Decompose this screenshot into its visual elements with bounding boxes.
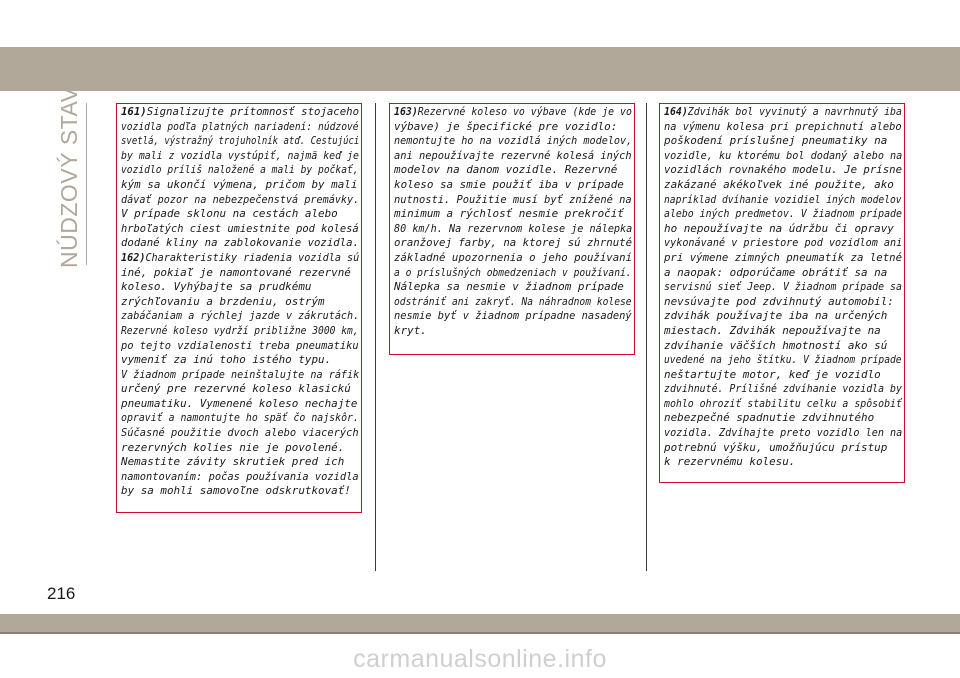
warning-line [394,324,632,339]
warning-line [394,207,632,222]
warning-text: zdvihnuté. Prílišné zdvíhanie vozidla by [664,382,902,396]
warning-text: mohlo ohroziť stabilitu celku a spôsobiť [664,396,902,410]
warning-text: koleso sa smie použiť iba v prípade [394,177,624,191]
warning-text: svetlá, výstražný trojuholník atď. Cestujúci [121,134,360,148]
warning-text: nutnosti. Použitie musí byť znížené na [394,192,632,206]
warning-text: Nemastite závity skrutiek pred ich [121,455,345,469]
warning-line [664,105,902,120]
warning-line [664,339,902,354]
warning-text: modelov na danom vozidle. Rezervné [394,163,618,177]
warning-line [394,250,633,266]
warning-line [121,367,360,383]
warning-text: pneumatiku. Vymenené koleso nechajte [121,396,358,410]
warning-line [121,469,359,485]
warning-line [394,105,632,120]
warning-box-2 [389,103,635,355]
warning-number: 163) [394,105,418,118]
warning-line [394,163,632,178]
warning-text: V prípade sklonu na cestách alebo [121,207,338,221]
warning-text: Signalizujte prítomnosť stojaceho [146,105,360,118]
warning-text: kým sa ukončí výmena, pričom by mali [121,177,358,191]
warning-line [121,441,359,456]
warning-text: určený pre rezervné koleso klasickú [121,382,351,396]
warning-line [664,324,902,339]
warning-text: pri výmene zimných pneumatík za letné [664,250,903,264]
warning-line [664,441,902,456]
warning-text: nebezpečné spadnutie zdvihnutého [664,411,875,425]
warning-text: neštartujte motor, keď je vozidlo [664,367,881,381]
warning-line [121,236,360,251]
warning-line [121,295,359,310]
warning-text: Zdvihák bol vyvinutý a navrhnutý iba [687,105,902,118]
warning-box-3 [659,103,905,483]
warning-line [664,148,903,164]
warning-text: by sa mohli samovoľne odskrutkovať! [121,484,351,498]
warning-line [121,484,359,499]
warning-text: uvedené na jeho štítku. V žiadnom prípade [664,353,902,367]
warning-text: poškodení príslušnej pneumatiky na [664,134,888,148]
warning-text: nemontujte ho na vozidlá iných modelov, [394,134,633,148]
warning-line [664,192,902,208]
warning-text: koleso. Vyhýbajte sa prudkému [121,280,312,294]
warning-line [664,236,903,251]
warning-line [394,120,632,135]
warning-line [664,411,902,426]
warning-line [121,207,359,222]
warning-text: miestach. Zdvihák nepoužívajte na [664,323,881,337]
warning-line [121,411,359,426]
warning-line [394,192,632,208]
warning-text: dodané kliny na zablokovanie vozidla. [121,236,360,250]
warning-text: základné upozornenia o jeho používaní [394,250,633,264]
footer-rule [0,632,960,634]
warning-line [664,250,903,266]
warning-line [664,368,902,383]
warning-text: a naopak: odporúčame obrátiť sa na [664,265,888,279]
warning-number: 161) [121,105,147,118]
warning-line [664,295,902,310]
warning-text: Rezervné koleso vydrží približne 3000 km, [121,323,359,337]
warning-line [121,397,359,412]
warning-line [664,353,902,368]
warning-text: kryt. [394,323,427,337]
warning-text: alebo iných predmetov. V žiadnom prípade [664,207,902,221]
warning-line [121,163,359,178]
warning-text: dávať pozor na nebezpečenstvá premávky. [121,192,360,206]
warning-text: Charakteristiky riadenia vozidla sú [145,250,360,264]
warning-line [394,134,633,149]
warning-line [121,134,360,149]
warning-text: zdvíhanie väčších hmotností ako sú [664,338,888,352]
warning-line [664,134,902,149]
warning-line [394,221,633,237]
warning-line [664,207,902,222]
warning-line [121,309,360,324]
warning-line [121,119,359,135]
warning-line [664,280,902,295]
warning-text: na výmenu kolesa pri prepichnutí alebo [664,119,902,133]
warning-text: minimum a rýchlosť nesmie prekročiť [394,207,624,221]
warning-text: po tejto vzdialenosti treba pneumatiku [121,338,359,352]
warning-text: by mali z vozidla vystúpiť, najmä keď je [121,148,359,162]
warning-line [664,396,902,412]
warning-text: nesmie byť v žiadnom prípadne nasadený [394,309,632,323]
warning-line [664,266,902,281]
warning-text: ho nepoužívajte na údržbu či opravy [664,221,894,235]
warning-text: iné, pokiaľ je namontované rezervné [121,265,351,279]
warning-line [121,338,359,354]
warning-text: ani nepoužívajte rezervné kolesá iných [394,148,632,162]
warning-text: Rezervné koleso vo výbave (kde je vo [417,105,632,118]
warning-line [664,163,903,178]
warning-line [121,178,359,193]
warning-text: Súčasné použitie dvoch alebo viacerých [121,426,359,440]
warning-text: 80 km/h. Na rezervnom kolese je nálepka [394,221,633,235]
warning-text: zrýchľovaniu a brzdeniu, ostrým [121,294,325,308]
warning-line [394,294,632,310]
column-divider [375,103,376,571]
warning-line [121,353,359,368]
warning-text: zdvihák používajte iba na určených [664,309,888,323]
column-divider [646,103,647,571]
warning-line [664,455,902,470]
warning-text: vykonávané v priestore pod vozidlom ani [664,236,903,250]
warning-line [394,265,632,281]
warning-text: k rezervnému kolesu. [664,455,796,469]
warning-text: oranžovej farby, na ktorej sú zhrnuté [394,236,633,250]
warning-text: vymeniť za inú toho istého typu. [121,353,332,367]
warning-line [664,382,902,397]
warning-box-1 [116,103,362,513]
warning-text: namontovaním: počas používania vozidla [121,469,359,483]
warning-text: odstrániť ani zakryť. Na náhradnom kolese [394,294,632,308]
page-number: 216 [47,584,76,603]
warning-line [394,178,632,193]
warning-line [121,148,359,164]
warning-line [394,309,632,324]
warning-number: 162) [121,250,146,264]
warning-line [121,266,359,281]
warning-text: hrboľatých ciest umiestnite pod kolesá [121,221,359,235]
warning-line [121,323,359,339]
warning-line [121,192,360,208]
section-title: NÚDZOVÝ STAV [56,86,82,268]
warning-text: vozidla podľa platných nariadení: núdzové [121,119,359,133]
header-band [0,47,960,91]
footer-band [0,614,960,632]
warning-line [121,221,359,237]
warning-line [664,426,903,441]
warning-line [121,250,360,266]
warning-text: vozidlo príliš naložené a mali by počkať, [121,163,359,177]
warning-text: výbave) je špecifické pre vozidlo: [394,119,618,133]
warning-text: zabáčaniam a rýchlej jazde v zákrutách. [121,309,360,323]
warning-text: opraviť a namontujte ho späť čo najskôr. [121,411,359,425]
warning-text: zakázané akékoľvek iné použite, ako [664,177,894,191]
warning-line [664,178,902,193]
warning-text: nevsúvajte pod zdvihnutý automobil: [664,294,894,308]
warning-text: rezervných kolies nie je povolené. [121,440,345,454]
warning-text: vozidle, ku ktorému bol dodaný alebo na [664,148,903,162]
warning-line [394,148,632,164]
warning-text: Nálepka sa nesmie v žiadnom prípade [394,280,624,294]
warning-line [664,119,902,135]
warning-line [121,280,359,295]
warning-line [121,105,360,120]
warning-line [664,309,902,324]
warning-text: potrebnú výšku, umožňujúcu prístup [664,440,888,454]
warning-number: 164) [664,105,688,118]
watermark: carmanualsonline.info [353,645,607,673]
warning-line [394,280,632,295]
warning-line [121,382,359,397]
warning-text: servisnú sieť Jeep. V žiadnom prípade sa [664,280,902,294]
warning-text: vozidla. Zdvíhajte preto vozidlo len na [664,426,903,440]
warning-text: a o príslušných obmedzeniach v používaní. [394,265,632,279]
warning-line [664,222,902,237]
warning-line [121,426,359,441]
warning-text: vozidlách rovnakého modelu. Je prísne [664,163,903,177]
warning-text: V žiadnom prípade neinštalujte na ráfik [121,367,360,381]
section-rule [86,103,87,265]
warning-line [394,236,633,251]
warning-line [121,455,359,470]
warning-text: napríklad dvíhanie vozidiel iných modelov [664,192,902,206]
